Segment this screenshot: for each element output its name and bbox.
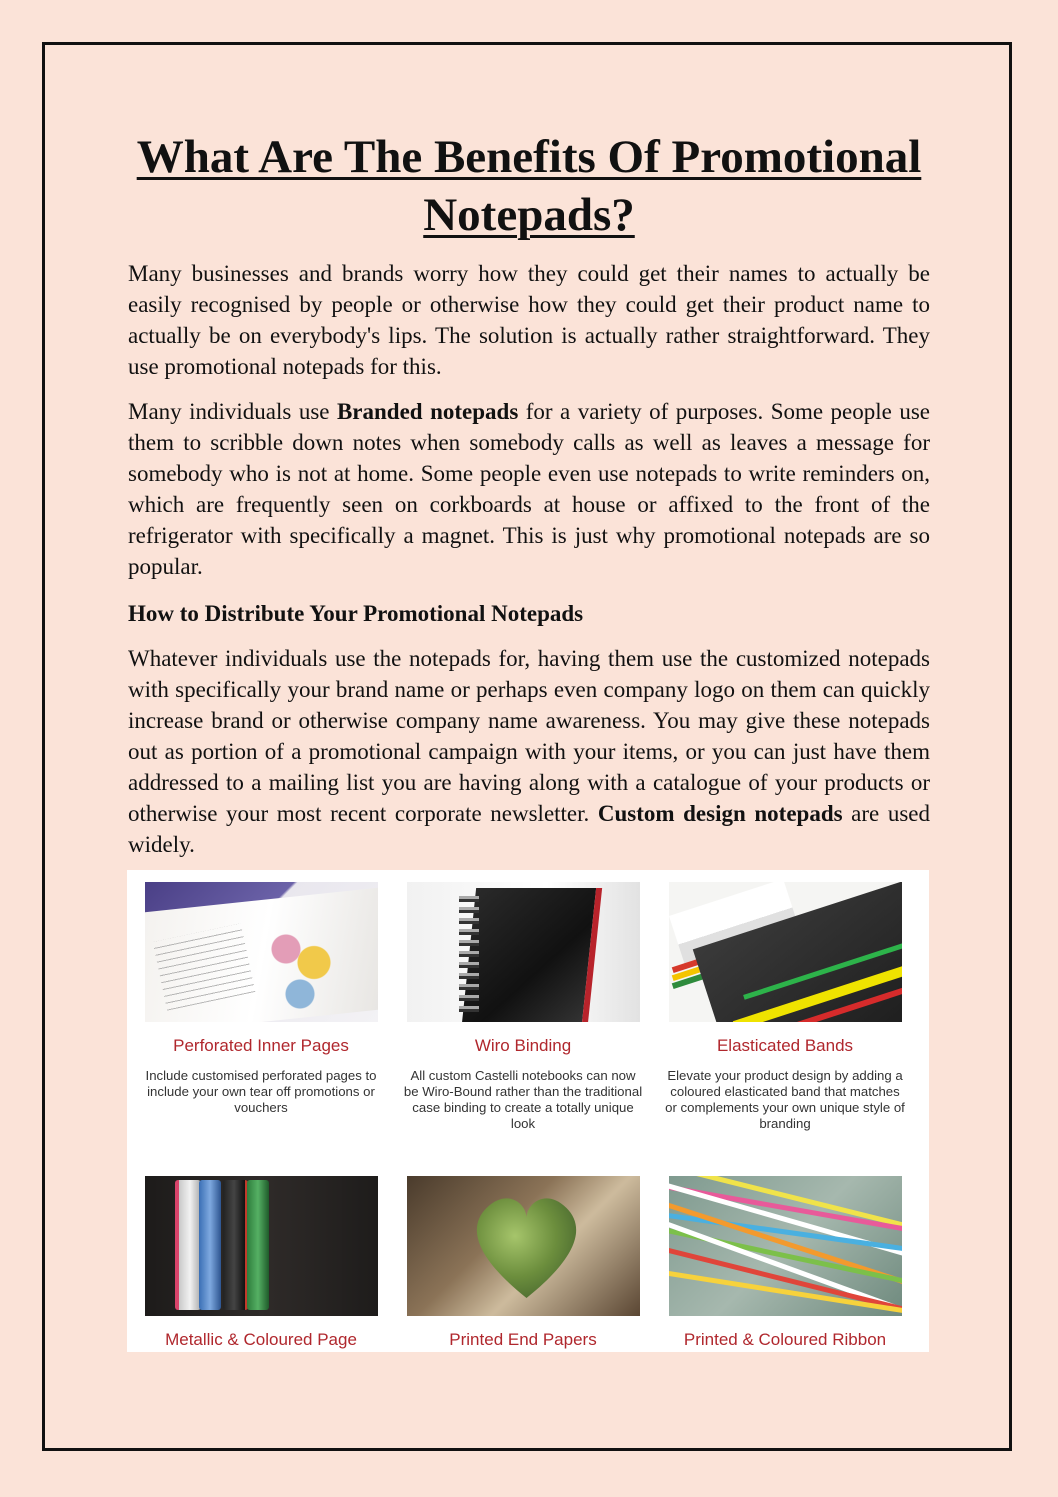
metallic-pages-image	[145, 1176, 378, 1316]
paragraph-text: for a variety of purposes. Some people use them to scribble down notes when somebody calls as well as leaves a message for somebody who is not at home. Some people even use notepads to write reminders on, which are frequently seen on corkboards at house or affixed to the front of the refrigerator with specifically a magnet. This is just why promotional notepads are so popular.	[128, 399, 931, 579]
elasticated-bands-image	[669, 882, 902, 1022]
feature-title: Printed & Coloured Ribbon	[683, 1330, 887, 1349]
feature-title: Metallic & Coloured Page	[165, 1330, 357, 1349]
feature-metallic-pages	[130, 1176, 392, 1350]
branded-notepads-keyword: Branded notepads	[336, 399, 519, 424]
feature-printed-end-papers	[392, 1176, 654, 1350]
feature-wiro-binding	[392, 882, 654, 1132]
feature-perforated-pages	[130, 882, 392, 1116]
feature-title: Wiro Binding	[474, 1036, 572, 1055]
feature-description: Elevate your product design by adding a coloured elasticated band that matches or complements your own unique style of branding	[665, 1068, 905, 1131]
wiro-binding-image	[407, 882, 640, 1022]
feature-elasticated-bands	[654, 882, 916, 1132]
printed-end-papers-image	[407, 1176, 640, 1316]
feature-printed-ribbon	[654, 1176, 916, 1350]
distribute-paragraph	[128, 643, 930, 860]
printed-ribbon-image	[669, 1176, 902, 1316]
feature-grid	[127, 870, 929, 1352]
distribute-subheading: How to Distribute Your Promotional Notepads	[128, 601, 584, 626]
feature-description: Include customised perforated pages to include your own tear off promotions or vouchers	[145, 1068, 377, 1115]
paragraph-text: Whatever individuals use the notepads for, having them use the customized notepads with specifically your brand name or perhaps even company logo on them can quickly increase brand or otherwise company name awareness. You may give these notepads out as portion of a promotional campaign with your items, or you can just have them addressed to a mailing list you are having along with a catalogue of your products or otherwise your most recent corporate newsletter.	[128, 646, 930, 826]
paragraph-text: are used widely.	[128, 801, 930, 857]
feature-title: Elasticated Bands	[716, 1036, 854, 1055]
article	[128, 128, 930, 860]
article-title: What Are The Benefits Of Promotional Notepads?	[136, 131, 922, 241]
feature-title: Printed End Papers	[449, 1330, 597, 1349]
feature-description: All custom Castelli notebooks can now be Wiro-Bound rather than the traditional case binding to create a totally unique look	[403, 1068, 643, 1131]
intro-paragraph: Many businesses and brands worry how they could get their names to actually be easily recognised by people or otherwise how they could get their product name to actually be on everybody's lips. The solution is actually rather straightforward. They use promotional notepads for this.	[128, 261, 930, 379]
custom-design-keyword: Custom design notepads	[597, 801, 843, 826]
branded-notepads-paragraph	[128, 396, 930, 582]
paragraph-text: Many individuals use	[128, 399, 337, 424]
feature-title: Perforated Inner Pages	[173, 1036, 349, 1055]
perforated-pages-image	[145, 882, 378, 1022]
